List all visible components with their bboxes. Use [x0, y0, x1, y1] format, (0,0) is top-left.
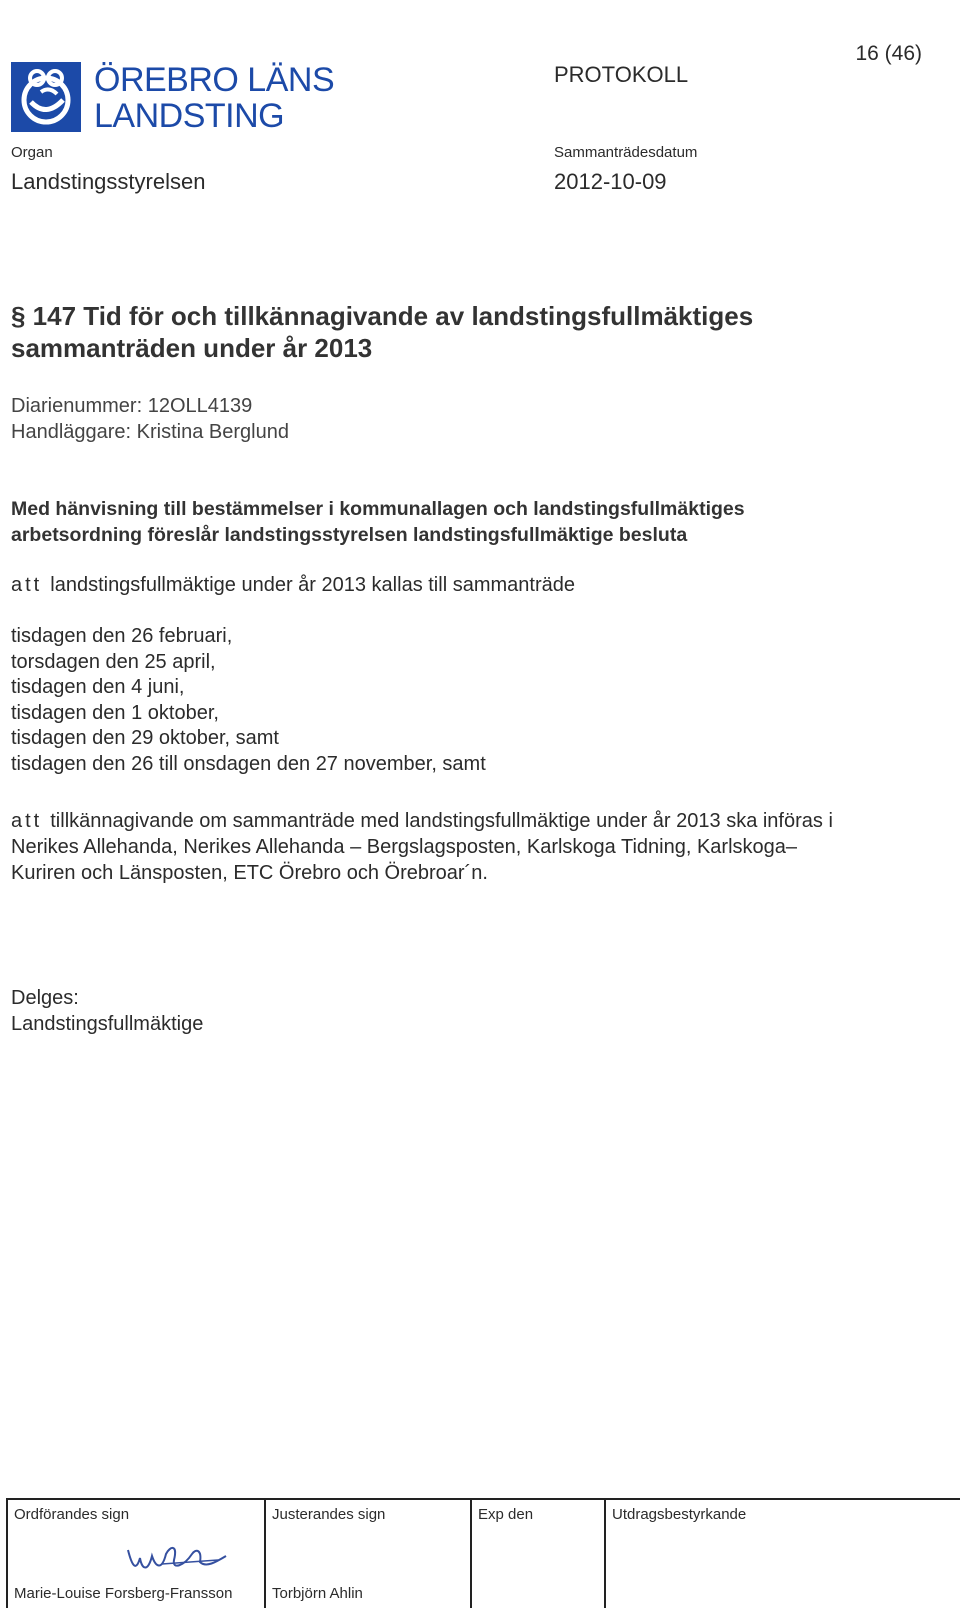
decision-clause-2-line-2: Nerikes Allehanda, Nerikes Allehanda – Bergslagsposten, Karlskoga Tidning, Karlskoga–: [11, 836, 798, 858]
organ-value: Landstingsstyrelsen: [11, 169, 206, 194]
diarienummer: Diarienummer: 12OLL4139: [11, 395, 253, 417]
list-item: torsdagen den 25 april,: [11, 650, 216, 673]
brand-line-2: LANDSTING: [94, 97, 285, 135]
att-label: att: [11, 574, 43, 596]
proposal-intro: [11, 496, 911, 548]
delges-value: Landstingsfullmäktige: [11, 1013, 204, 1035]
list-item: tisdagen den 26 till onsdagen den 27 november, samt: [11, 752, 486, 775]
utdrag-cell: [604, 1498, 960, 1608]
decision-clause-1-text: landstingsfullmäktige under år 2013 kallas till sammanträde: [50, 574, 575, 596]
ordforande-cell: [6, 1498, 266, 1608]
distribution: [11, 985, 203, 1037]
handwritten-signature-icon: [122, 1536, 232, 1582]
heading-line-1: § 147 Tid för och tillkännagivande av landstingsfullmäktiges: [11, 301, 754, 331]
ordforande-name: Marie-Louise Forsberg-Fransson: [14, 1585, 233, 1602]
justerande-name: Torbjörn Ahlin: [272, 1585, 363, 1602]
list-item: tisdagen den 29 oktober, samt: [11, 727, 279, 750]
decision-clause-2-line-1: tillkännagivande om sammanträde med landstingsfullmäktige under år 2013 ska införas i: [50, 810, 833, 832]
landsting-logo-icon: [11, 62, 81, 132]
page-number: 16 (46): [855, 42, 922, 65]
decision-clause-1: [11, 574, 575, 597]
exp-cell: [470, 1498, 606, 1608]
meeting-date-label: Sammanträdesdatum: [554, 144, 698, 161]
ordforande-label: Ordförandes sign: [14, 1506, 130, 1523]
list-item: tisdagen den 26 februari,: [11, 625, 233, 647]
list-item: tisdagen den 4 juni,: [11, 676, 185, 699]
organization-name: [94, 62, 334, 134]
brand-line-1: ÖREBRO LÄNS: [94, 61, 335, 99]
signature-footer: [6, 1498, 960, 1608]
intro-line-1: Med hänvisning till bestämmelser i kommunallagen och landstingsfullmäktiges: [11, 498, 745, 520]
meeting-date-value: 2012-10-09: [554, 169, 667, 194]
case-metadata: [11, 393, 289, 445]
heading-line-2: sammanträden under år 2013: [11, 333, 373, 363]
meeting-dates-list: [11, 624, 486, 778]
decision-clause-2-line-3: Kuriren och Länsposten, ETC Örebro och Örebroar´n.: [11, 862, 488, 884]
att-label: att: [11, 810, 43, 832]
list-item: tisdagen den 1 oktober,: [11, 701, 219, 724]
exp-label: Exp den: [478, 1506, 534, 1523]
justerande-cell: [264, 1498, 472, 1608]
delges-label: Delges:: [11, 987, 79, 1009]
justerande-label: Justerandes sign: [272, 1506, 386, 1523]
utdrag-label: Utdragsbestyrkande: [612, 1506, 747, 1523]
intro-line-2: arbetsordning föreslår landstingsstyrelsen landstingsfullmäktige besluta: [11, 524, 688, 546]
organ-label: Organ: [11, 144, 53, 161]
section-heading: [11, 300, 911, 364]
handlaggare: Handläggare: Kristina Berglund: [11, 421, 289, 443]
decision-clause-2: [11, 808, 951, 886]
document-type: PROTOKOLL: [554, 62, 689, 87]
